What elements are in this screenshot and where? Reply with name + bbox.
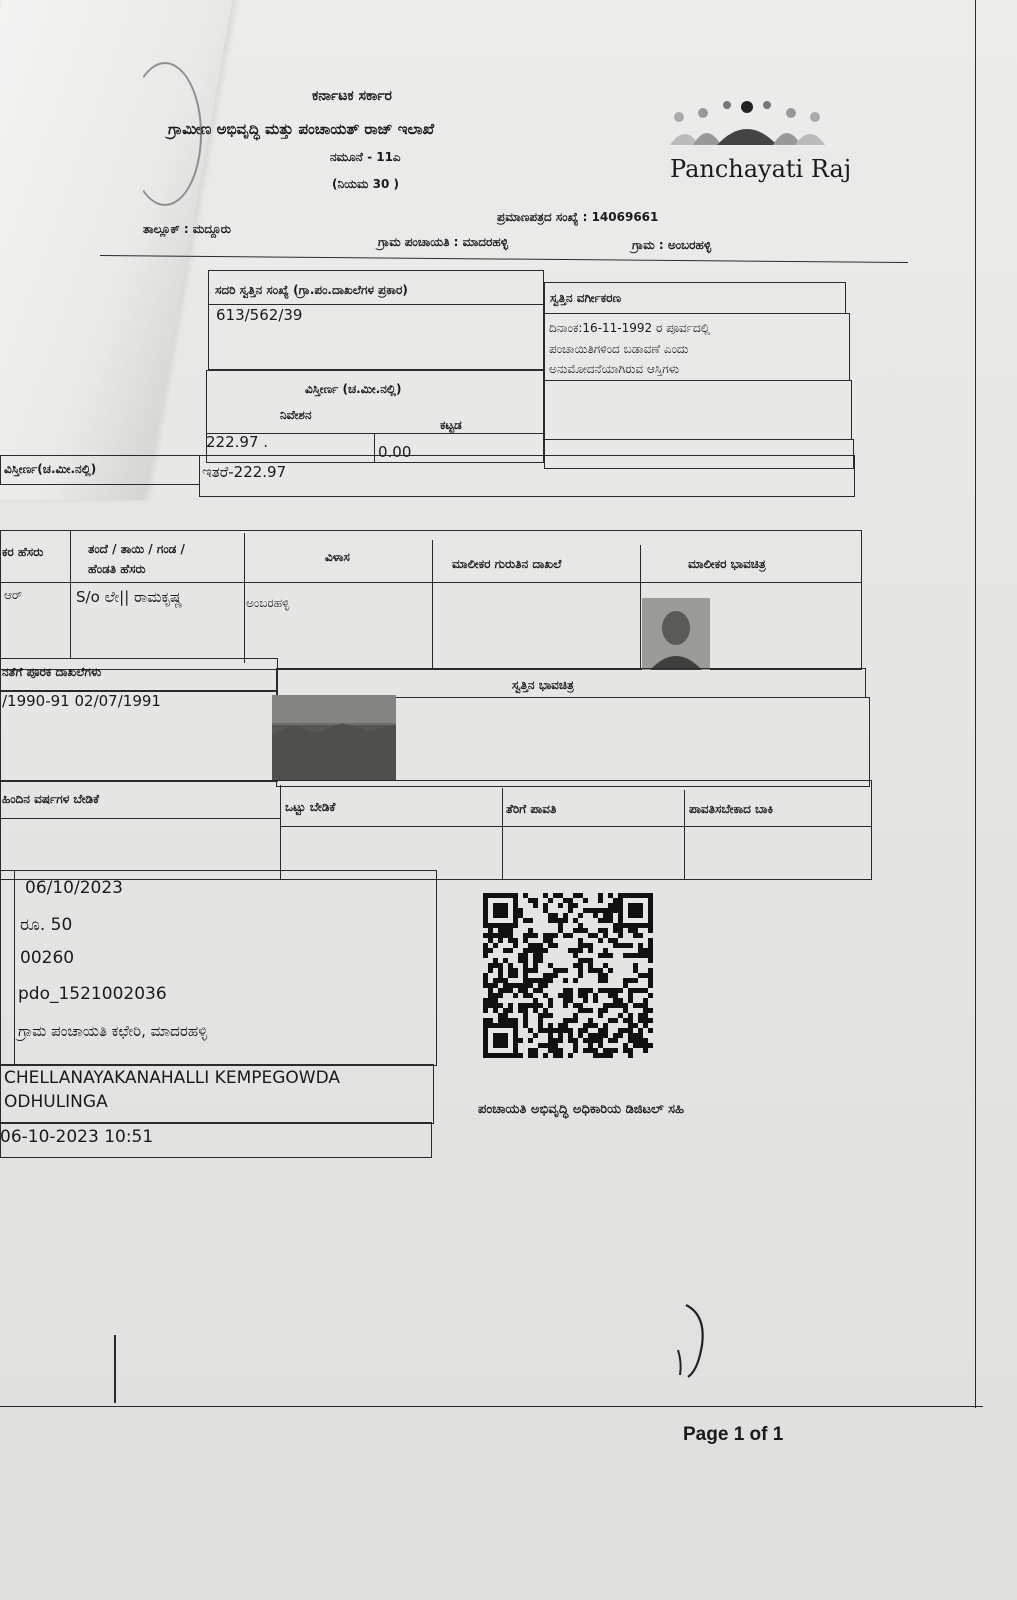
panchayati-raj-logo-icon <box>665 95 830 150</box>
fee-amount: ರೂ. 50 <box>20 915 73 935</box>
site-area-value: 222.97 . <box>206 433 269 451</box>
receipt-number: 00260 <box>20 948 75 968</box>
page-number: Page 1 of 1 <box>683 1424 784 1445</box>
address-value: ಅಂಬರಹಳ್ಳಿ <box>246 596 290 610</box>
officer-name-1: CHELLANAYAKANAHALLI KEMPEGOWDA <box>4 1068 341 1088</box>
department-title: ಗ್ರಾಮೀಣ ಅಭಿವೃದ್ಧಿ ಮತ್ತು ಪಂಚಾಯತ್ ರಾಜ್ ಇಲಾಖೆ <box>168 120 435 138</box>
balance-header: ಪಾವತಿಸಬೇಕಾದ ಬಾಕಿ <box>689 802 774 816</box>
digital-signature-caption: ಪಂಚಾಯತಿ ಅಭಿವೃದ್ಧಿ ಅಧಿಕಾರಿಯ ಡಿಜಿಟಲ್ ಸಹಿ <box>478 1102 685 1117</box>
building-label: ಕಟ್ಟಡ <box>440 418 462 432</box>
empty-cell-1 <box>544 380 852 440</box>
property-number-label: ಸದರಿ ಸ್ವತ್ತಿನ ಸಂಖ್ಯೆ (ಗ್ರಾ.ಪಂ.ದಾಖಲೆಗಳ ಪ್ರಕಾರ) <box>215 283 408 297</box>
site-label: ನಿವೇಶನ <box>280 408 312 422</box>
govt-title: ಕರ್ನಾಟಕ ಸರ್ಕಾರ <box>312 88 392 104</box>
parent-header-2: ಹೆಂಡತಿ ಹೆಸರು <box>88 562 146 576</box>
owner-id-header: ಮಾಲೀಕರ ಗುರುತಿನ ದಾಖಲೆ <box>452 557 562 571</box>
office-name: ಗ್ರಾಮ ಪಂಚಾಯತಿ ಕಛೇರಿ, ಮಾದರಹಳ್ಳಿ <box>18 1022 208 1040</box>
owner-name-header: ಕರ ಹೆಸರು <box>2 545 44 559</box>
parent-header-1: ತಂದೆ / ತಾಯಿ / ಗಂಡ / <box>88 542 185 556</box>
classification-value-1: ದಿನಾಂಕ:16-11-1992 ರ ಪೂರ್ವದಲ್ಲಿ <box>549 321 710 335</box>
documents-header: ನತೆಗೆ ಪೂರಕ ದಾಖಲೆಗಳು <box>2 665 102 679</box>
property-number-value: 613/562/39 <box>216 306 303 324</box>
issue-date: 06/10/2023 <box>25 878 123 898</box>
owner-photo-header: ಮಾಲೀಕರ ಭಾವಚಿತ್ರ <box>688 557 766 571</box>
tax-table <box>0 780 872 880</box>
total-demand-header: ಒಟ್ಟು ಬೇಡಿಕೆ <box>285 800 336 814</box>
village: ಗ್ರಾಮ : ಅಂಬರಹಳ್ಳಿ <box>632 238 712 252</box>
prev-demand-header: ಹಿಂದಿನ ವರ್ಷಗಳ ಬೇಡಿಕೆ <box>2 792 100 806</box>
qr-code-icon <box>483 893 653 1058</box>
handwritten-mark <box>668 1295 718 1385</box>
classification-value-3: ಅನುಮೋದನೆಯಾಗಿರುವ ಆಸ್ತಿಗಳು <box>549 362 680 376</box>
total-area-cell <box>199 455 855 497</box>
total-area-label: ವಿಸ್ತೀರ್ಣ(ಚ.ಮೀ.ನಲ್ಲಿ) <box>4 462 97 476</box>
taluk: ತಾಲ್ಲೂಕ್ : ಮದ್ದೂರು <box>143 222 231 236</box>
owner-name-value: ಆರ್ <box>4 588 23 602</box>
owner-photo <box>642 598 710 670</box>
classification-value-2: ಪಂಚಾಯಿತಿಗಳಿಂದ ಬಡಾವಣೆ ಎಂದು <box>549 342 689 356</box>
officer-name-2: ODHULINGA <box>4 1092 108 1112</box>
total-area-value: ಇತರೆ-222.97 <box>202 463 287 481</box>
building-area-value: 0.00 <box>378 443 412 461</box>
rule-number: (ನಿಯಮ 30 ) <box>332 177 399 191</box>
documents-value: /1990-91 02/07/1991 <box>2 692 161 710</box>
tax-paid-header: ತೆರಿಗೆ ಪಾವತಿ <box>506 802 557 816</box>
property-photo-header: ಸ್ವತ್ತಿನ ಭಾವಚಿತ್ರ <box>512 678 574 692</box>
gram-panchayat: ಗ್ರಾಮ ಪಂಚಾಯತಿ : ಮಾದರಹಳ್ಳಿ <box>378 235 509 249</box>
certificate-number: ಪ್ರಮಾಣಪತ್ರದ ಸಂಖ್ಯೆ : 14069661 <box>497 210 659 224</box>
address-header: ವಿಳಾಸ <box>325 550 350 564</box>
property-photo <box>272 695 396 781</box>
page-curl <box>0 0 236 500</box>
pdo-id: pdo_1521002036 <box>18 984 167 1004</box>
parent-name-value: S/o ಲೇ|| ರಾಮಕೃಷ್ಣ <box>76 588 183 606</box>
timestamp: 06-10-2023 10:51 <box>0 1127 154 1147</box>
form-number: ನಮೂನೆ - 11ಎ <box>330 150 401 164</box>
logo-text: Panchayati Raj <box>670 155 852 183</box>
area-label: ವಿಸ್ತೀರ್ಣ (ಚ.ಮೀ.ನಲ್ಲಿ) <box>305 382 402 396</box>
classification-label: ಸ್ವತ್ತಿನ ವರ್ಗೀಕರಣ <box>550 291 621 305</box>
